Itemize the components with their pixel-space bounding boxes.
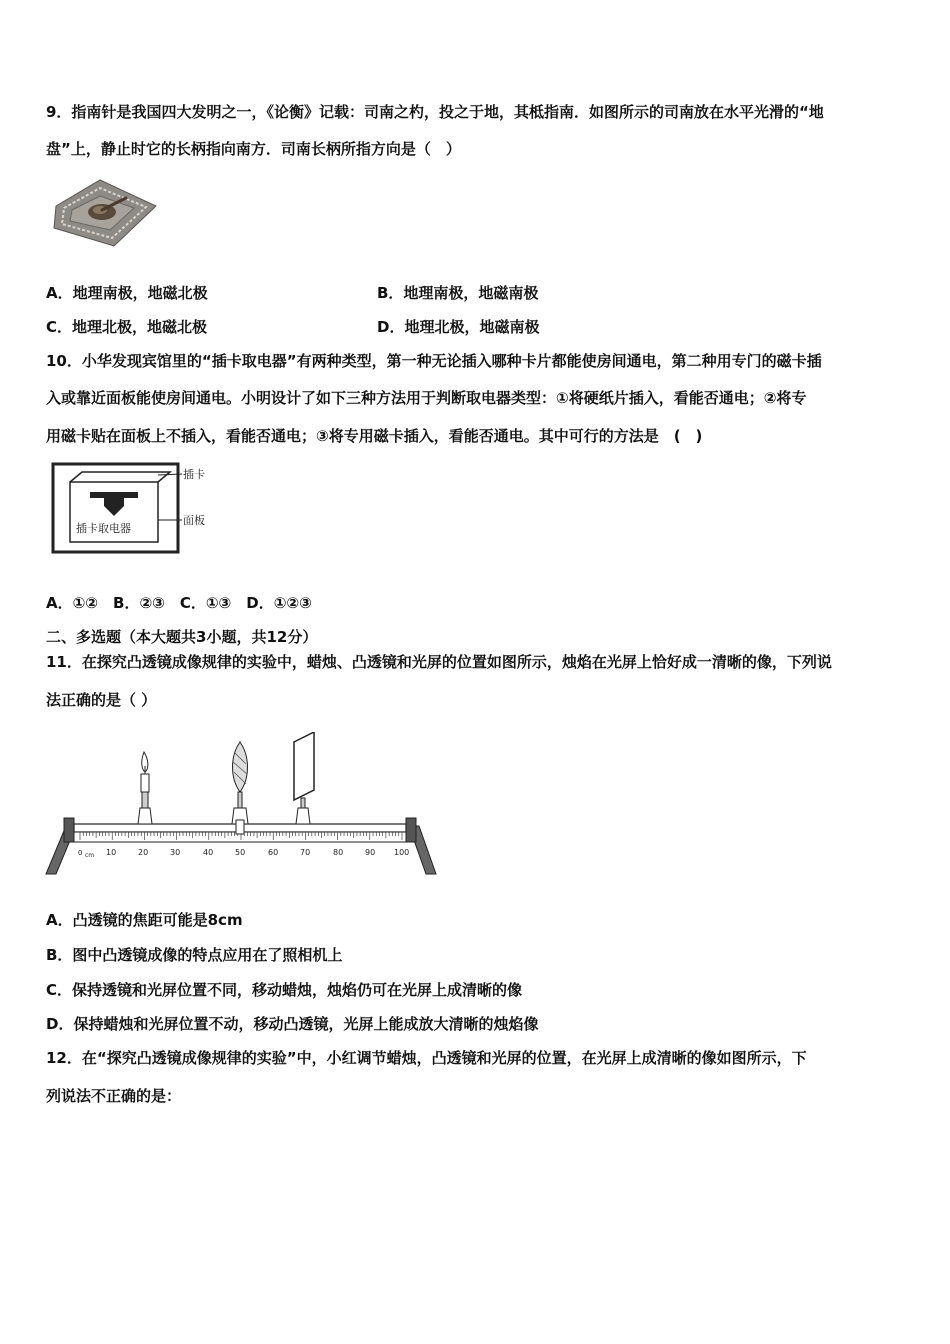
scale-label-90: 90 bbox=[365, 848, 376, 857]
scale-label-10: 10 bbox=[106, 848, 117, 857]
q12-stem-line-2: 列说法不正确的是： bbox=[46, 1087, 182, 1105]
q10-stem-line-1: 10．小华发现宾馆里的“插卡取电器”有两种类型，第一种无论插入哪种卡片都能使房间通电，第二种用专门的磁卡插 bbox=[46, 352, 822, 370]
scale-label-80: 80 bbox=[333, 848, 344, 857]
card-label: 插卡 bbox=[183, 468, 205, 481]
q11-option-d[interactable]: D．保持蜡烛和光屏位置不动，移动凸透镜，光屏上能成放大清晰的烛焰像 bbox=[46, 1015, 539, 1033]
q12-stem-line-1: 12．在“探究凸透镜成像规律的实验”中，小红调节蜡烛，凸透镜和光屏的位置，在光屏上成清晰的像如图所示，下 bbox=[46, 1049, 807, 1067]
q10-stem-line-3: 用磁卡贴在面板上不插入，看能否通电；③将专用磁卡插入，看能否通电。其中可行的方法是 ( ) bbox=[46, 427, 703, 445]
scale-label-60: 60 bbox=[268, 848, 279, 857]
scale-label-0: 0 bbox=[78, 849, 83, 857]
scale-label-50: 50 bbox=[235, 848, 246, 857]
scale-label-20: 20 bbox=[138, 848, 149, 857]
q11-stem-line-1: 11．在探究凸透镜成像规律的实验中，蜡烛、凸透镜和光屏的位置如图所示，烛焰在光屏上恰好成一清晰的像，下列说 bbox=[46, 653, 832, 671]
light-screen bbox=[294, 732, 314, 824]
candle bbox=[138, 752, 152, 824]
q9-option-d[interactable]: D．地理北极，地磁南极 bbox=[377, 318, 540, 336]
scale-label-cm: cm bbox=[85, 852, 95, 859]
scale-label-30: 30 bbox=[170, 848, 181, 857]
q11-option-c[interactable]: C．保持透镜和光屏位置不同，移动蜡烛，烛焰仍可在光屏上成清晰的像 bbox=[46, 981, 523, 999]
q9-stem-line-2: 盘”上，静止时它的长柄指向南方．司南长柄所指方向是（ ） bbox=[46, 140, 461, 158]
panel-label: 面板 bbox=[183, 514, 205, 527]
q9-stem-line-1: 9．指南针是我国四大发明之一，《论衡》记载：司南之杓，投之于地，其柢指南．如图所示的司南放在水平光滑的“地 bbox=[46, 103, 824, 121]
q10-options[interactable]: A．①② B．②③ C．①③ D．①②③ bbox=[46, 594, 312, 612]
card-power-switch-figure bbox=[50, 462, 220, 556]
device-label: 插卡取电器 bbox=[76, 522, 131, 535]
q11-stem-line-2: 法正确的是（ ） bbox=[46, 691, 157, 709]
q9-option-b[interactable]: B．地理南极，地磁南极 bbox=[377, 284, 539, 302]
q9-option-a[interactable]: A．地理南极，地磁北极 bbox=[46, 284, 208, 302]
q11-option-a[interactable]: A．凸透镜的焦距可能是8cm bbox=[46, 911, 243, 929]
sinan-compass-figure bbox=[48, 176, 160, 252]
q10-stem-line-2: 入或靠近面板能使房间通电。小明设计了如下三种方法用于判断取电器类型：①将硬纸片插入，看能否通电；②将专 bbox=[46, 389, 807, 407]
section-heading: 二、多选题（本大题共3小题，共12分） bbox=[46, 628, 318, 646]
q11-option-b[interactable]: B．图中凸透镜成像的特点应用在了照相机上 bbox=[46, 946, 343, 964]
scale-label-70: 70 bbox=[300, 848, 311, 857]
scale-label-40: 40 bbox=[203, 848, 214, 857]
scale-label-100: 100 bbox=[394, 848, 410, 857]
convex-lens bbox=[232, 742, 248, 834]
q9-option-c[interactable]: C．地理北极，地磁北极 bbox=[46, 318, 208, 336]
optical-bench-figure bbox=[44, 732, 438, 880]
